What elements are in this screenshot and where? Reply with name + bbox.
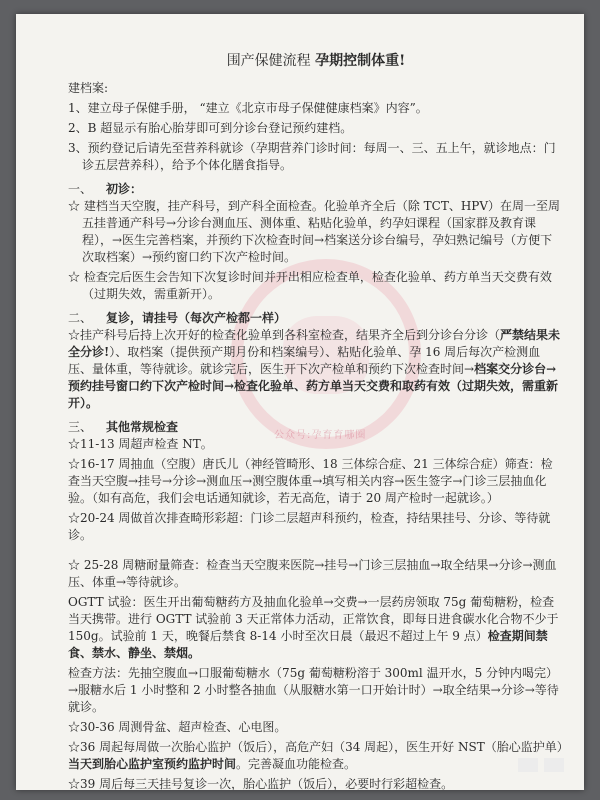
section-3-line-6: 检查方法：先抽空腹血→口服葡萄糖水（75g 葡萄糖粉溶于 300ml 温开水，5 分钟内喝完）→服糖水后 1 小时整和 2 小时整各抽血（从服糖水第一口开始计时）→取全结果→分诊→等待就诊。 xyxy=(68,666,559,714)
section-2-text-a: ☆挂产科号后持上次开好的检查化验单到各科室检查，结果齐全后到分诊台分诊（ xyxy=(68,328,501,342)
corner-mark-1 xyxy=(518,758,538,772)
jiandang-heading: 建档案: xyxy=(68,81,109,95)
section-1-name: 初诊： xyxy=(106,182,143,196)
section-1-paragraph-2: ☆ 检查完后医生会告知下次复诊时间并开出相应检查单，检查化验单、药方单当天交费有效（过期失效，需重新开）。 xyxy=(68,270,552,301)
section-2-name: 复诊，请挂号（每次产检都一样） xyxy=(106,311,287,325)
nst-text-a: ☆36 周起每周做一次胎心监护（饭后），高危产妇（34 周起），医生开好 NST（胎心监护单） xyxy=(68,740,569,754)
section-2-text-b: 严禁结果未全分诊! xyxy=(68,328,561,359)
section-3-number: 三、 xyxy=(68,420,93,434)
title-prefix: 围产保健流程 xyxy=(226,53,311,69)
section-2-heading xyxy=(68,310,564,327)
jiandang-item-2: 2、B 超显示有胎心胎芽即可到分诊台登记预约建档。 xyxy=(68,121,353,135)
section-3-line-8 xyxy=(68,739,569,773)
corner-marks xyxy=(518,758,564,772)
jiandang-item-1: 1、建立母子保健手册， “建立《北京市母子保健健康档案》内容”。 xyxy=(68,101,428,115)
jiandang-item-3: 3、预约登记后请先至营养科就诊（孕期营养门诊时间：每周一、三、五上午，就诊地点：门诊五层营养科），给予个体化膳食指导。 xyxy=(68,141,556,172)
section-3-line-9: ☆39 周后每三天挂号复诊一次，胎心监护（饭后），必要时行彩超检查。 xyxy=(68,777,454,790)
ogtt-text: OGTT 试验：医生开出葡萄糖药方及抽血化验单→交费→一层药房领取 75g 葡萄糖粉，检查当天携带。进行 OGTT 试验前 3 天正常体力活动，正常饮食，即每日进食碳水化合物不少于 150g。试验前 1 天，晚餐后禁食 8-14 小时至次日晨（最迟不超过上午 9 点） xyxy=(68,595,559,643)
document-body xyxy=(68,52,569,790)
ogtt-text-bold: 检查期间禁食、禁水、静坐、禁烟。 xyxy=(68,629,548,660)
section-3-line-2: ☆16-17 周抽血（空腹）唐氏儿（神经管畸形、18 三体综合症、21 三体综合症）筛查：检查当天空腹→挂号→分诊→测血压→测空腹体重→填写相关内容→医生签字→门诊三层抽血化验。（如有高危，我们会电话通知就诊，若无高危，请于 20 周产检时一起就诊。） xyxy=(68,457,553,505)
section-3-line-1: ☆11-13 周超声检查 NT。 xyxy=(68,437,213,451)
section-1-heading xyxy=(68,181,564,198)
section-2-paragraph xyxy=(68,327,564,412)
section-3-line-4: ☆ 25-28 周糖耐量筛查：检查当天空腹来医院→挂号→门诊三层抽血→取全结果→分诊→测血压、体重→等待就诊。 xyxy=(68,558,557,589)
nst-text-c: 。完善凝血功能检查。 xyxy=(236,757,357,771)
section-3-line-5 xyxy=(68,594,564,662)
corner-mark-2 xyxy=(544,758,564,772)
section-3-name: 其他常规检查 xyxy=(106,420,179,434)
page-title xyxy=(68,52,564,70)
section-1-number: 一、 xyxy=(68,182,93,196)
title-emphasis: 孕期控制体重! xyxy=(315,53,406,69)
document-paper xyxy=(16,14,584,790)
section-2-text-d: 档案交分诊台→预约挂号窗口约下次产检时间→检查化验单、药方单当天交费和取药有效（过期失效，需重新开）。 xyxy=(68,362,559,410)
section-2-text-c: ）、取档案（提供预产期月份和档案编号）、粘贴化验单、孕 16 周后每次产检测血压、量体重，等待就诊。就诊完后，医生开下次产检单和预约下次检查时间→ xyxy=(68,345,541,376)
section-3-line-7: ☆30-36 周测骨盆、超声检查、心电图。 xyxy=(68,720,287,734)
nst-text-bold: 当天到胎心监护室预约监护时间 xyxy=(68,757,237,771)
section-3-line-3: ☆20-24 周做首次排查畸形彩超：门诊二层超声科预约，检查，持结果挂号、分诊、等待就诊。 xyxy=(68,511,551,542)
section-2-number: 二、 xyxy=(68,311,93,325)
section-3-heading xyxy=(68,419,564,436)
section-1-paragraph-1: ☆ 建档当天空腹，挂产科号，到产科全面检查。化验单齐全后（除 TCT、HPV）在周一至周五挂普通产科号→分诊台测血压、测体重、粘贴化验单，约孕妇课程（国家群及教育课程），→医生完善档案，并预约下次检查时间→档案送分诊台编号，孕妇熟记编号（方便下次取档案）→预约窗口约下次产检时间。 xyxy=(68,199,561,264)
watermark-text: 公众号:孕育育哪圈 xyxy=(274,430,367,441)
